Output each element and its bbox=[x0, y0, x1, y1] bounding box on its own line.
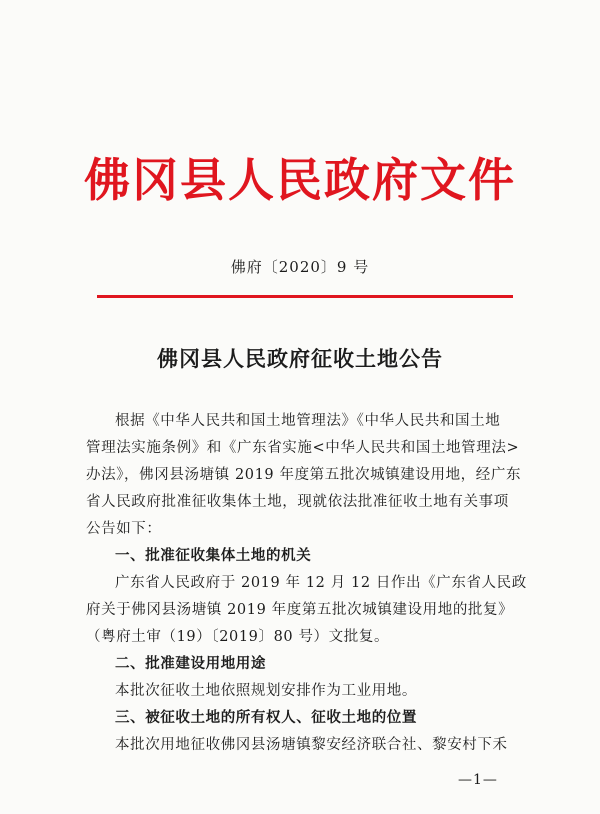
notice-title: 佛冈县人民政府征收土地公告 bbox=[157, 346, 443, 371]
section-line: 本批次用地征收佛冈县汤塘镇黎安经济联合社、黎安村下禾 bbox=[115, 737, 508, 753]
page-number: —1— bbox=[458, 772, 498, 788]
section-heading-land-owners-location: 三、被征收土地的所有权人、征收土地的位置 bbox=[115, 710, 417, 726]
section-line: 府关于佛冈县汤塘镇 2019 年度第五批次城镇建设用地的批复》 bbox=[86, 602, 514, 618]
document-number: 佛府〔2020〕9 号 bbox=[230, 258, 370, 276]
red-header-title: 佛冈县人民政府文件 bbox=[84, 153, 516, 207]
section-heading-approval-authority: 一、批准征收集体土地的机关 bbox=[115, 548, 312, 564]
notice-body bbox=[86, 408, 527, 759]
intro-line: 办法》，佛冈县汤塘镇 2019 年度第五批次城镇建设用地，经广东 bbox=[86, 467, 522, 483]
section-heading-land-use: 二、批准建设用地用途 bbox=[115, 656, 266, 672]
section-line: 广东省人民政府于 2019 年 12 月 12 日作出《广东省人民政 bbox=[115, 575, 527, 591]
intro-line: 省人民政府批准征收集体土地，现就依法批准征收土地有关事项 bbox=[86, 494, 509, 510]
section-line: 本批次征收土地依照规划安排作为工业用地。 bbox=[115, 683, 417, 699]
intro-line: 管理法实施条例》和《广东省实施<中华人民共和国土地管理法> bbox=[86, 440, 520, 456]
intro-line: 根据《中华人民共和国土地管理法》《中华人民共和国土地 bbox=[115, 413, 501, 429]
intro-line: 公告如下： bbox=[86, 521, 162, 537]
red-divider-line bbox=[97, 295, 513, 298]
section-line: （粤府土审（19）〔2019〕80 号）文批复。 bbox=[86, 629, 390, 645]
